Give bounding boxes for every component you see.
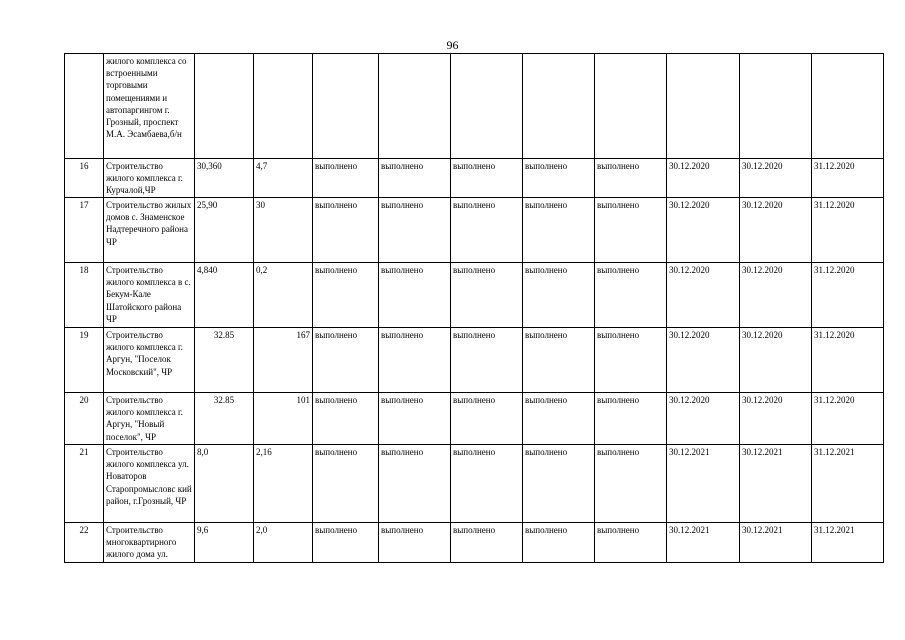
cell-row-number: 22 [65,523,104,563]
cell-date-1: 30.12.2020 [667,159,740,198]
cell-status-1: выполнено [313,393,379,445]
cell-date-1: 30.12.2021 [667,445,740,523]
cell-empty [451,54,523,159]
works-status-table [64,53,884,563]
cell-row-number: 18 [65,263,104,328]
cell-value-2: 2,0 [254,523,313,563]
cell-date-1: 30.12.2020 [667,328,740,393]
cell-empty [812,54,884,159]
cell-date-2: 30.12.2021 [740,445,812,523]
cell-status-5: выполнено [595,523,667,563]
cell-status-3: выполнено [451,523,523,563]
cell-date-3: 31.12.2020 [812,328,884,393]
table-row [65,523,884,563]
cell-object-name: Строительство жилого комплекса г. Аргун, "Новый поселок", ЧР [104,393,195,445]
cell-status-3: выполнено [451,445,523,523]
cell-status-4: выполнено [523,198,595,263]
cell-date-2: 30.12.2020 [740,263,812,328]
cell-status-3: выполнено [451,328,523,393]
cell-empty [195,54,254,159]
cell-empty [313,54,379,159]
cell-status-2: выполнено [379,445,451,523]
cell-status-2: выполнено [379,198,451,263]
cell-row-number: 20 [65,393,104,445]
cell-date-2: 30.12.2021 [740,523,812,563]
cell-date-1: 30.12.2021 [667,523,740,563]
cell-empty [379,54,451,159]
cell-value-2: 167 [254,328,313,393]
cell-empty [740,54,812,159]
cell-empty [595,54,667,159]
table-row [65,263,884,328]
cell-value-2: 2,16 [254,445,313,523]
cell-status-5: выполнено [595,263,667,328]
cell-date-3: 31.12.2020 [812,159,884,198]
cell-status-3: выполнено [451,159,523,198]
cell-value-1: 4,840 [195,263,254,328]
cell-status-4: выполнено [523,393,595,445]
cell-status-4: выполнено [523,523,595,563]
cell-status-2: выполнено [379,263,451,328]
cell-row-number: 19 [65,328,104,393]
cell-date-3: 31.12.2021 [812,523,884,563]
cell-empty [523,54,595,159]
table-row [65,393,884,445]
cell-empty [254,54,313,159]
cell-date-1: 30.12.2020 [667,263,740,328]
cell-status-2: выполнено [379,523,451,563]
cell-value-1: 32.85 [195,328,254,393]
cell-value-1: 25,90 [195,198,254,263]
cell-value-2: 101 [254,393,313,445]
cell-value-1: 9,6 [195,523,254,563]
cell-date-2: 30.12.2020 [740,328,812,393]
cell-row-number: 17 [65,198,104,263]
cell-status-5: выполнено [595,393,667,445]
cell-status-1: выполнено [313,263,379,328]
cell-status-2: выполнено [379,328,451,393]
cell-empty [667,54,740,159]
cell-value-1: 8,0 [195,445,254,523]
cell-status-3: выполнено [451,198,523,263]
cell-row-number: 21 [65,445,104,523]
cell-status-1: выполнено [313,445,379,523]
table-row [65,198,884,263]
cell-object-name: Строительство жилого комплекса в с. Бекум-Кале Шатойского района ЧР [104,263,195,328]
cell-value-2: 4,7 [254,159,313,198]
table-row [65,445,884,523]
cell-date-3: 31.12.2021 [812,445,884,523]
cell-status-5: выполнено [595,445,667,523]
cell-status-1: выполнено [313,328,379,393]
cell-object-name: Строительство жилого комплекса г. Аргун, "Поселок Московский", ЧР [104,328,195,393]
cell-value-1: 30,360 [195,159,254,198]
cell-status-4: выполнено [523,328,595,393]
cell-object-name: Строительство многоквартирного жилого дома ул. [104,523,195,563]
cell-date-2: 30.12.2020 [740,198,812,263]
cell-num [65,54,104,159]
cell-value-2: 30 [254,198,313,263]
cell-value-2: 0,2 [254,263,313,328]
cell-object-name: жилого комплекса со встроенными торговыми помещениями и автопаргингом г. Грозный, проспект М.А. Эсамбаева,б/н [104,54,195,159]
cell-value-1: 32.85 [195,393,254,445]
table-row-continued [65,54,884,159]
cell-status-5: выполнено [595,328,667,393]
page-number: 96 [446,38,459,52]
cell-status-5: выполнено [595,198,667,263]
cell-status-1: выполнено [313,159,379,198]
cell-status-3: выполнено [451,263,523,328]
cell-status-4: выполнено [523,445,595,523]
cell-status-2: выполнено [379,393,451,445]
cell-status-3: выполнено [451,393,523,445]
table-row [65,159,884,198]
cell-status-5: выполнено [595,159,667,198]
table-row [65,328,884,393]
cell-object-name: Строительство жилого комплекса ул. Новаторов Старопромысловс кий район, г.Грозный, ЧР [104,445,195,523]
cell-object-name: Строительство жилого комплекса г. Курчалой,ЧР [104,159,195,198]
cell-status-2: выполнено [379,159,451,198]
cell-object-name: Строительство жилых домов с. Знаменское Надтеречного района ЧР [104,198,195,263]
cell-date-3: 31.12.2020 [812,263,884,328]
cell-status-1: выполнено [313,523,379,563]
cell-status-4: выполнено [523,263,595,328]
cell-status-1: выполнено [313,198,379,263]
cell-date-2: 30.12.2020 [740,159,812,198]
cell-date-2: 30.12.2020 [740,393,812,445]
cell-date-1: 30.12.2020 [667,393,740,445]
cell-date-3: 31.12.2020 [812,198,884,263]
cell-status-4: выполнено [523,159,595,198]
cell-date-1: 30.12.2020 [667,198,740,263]
cell-row-number: 16 [65,159,104,198]
cell-date-3: 31.12.2020 [812,393,884,445]
